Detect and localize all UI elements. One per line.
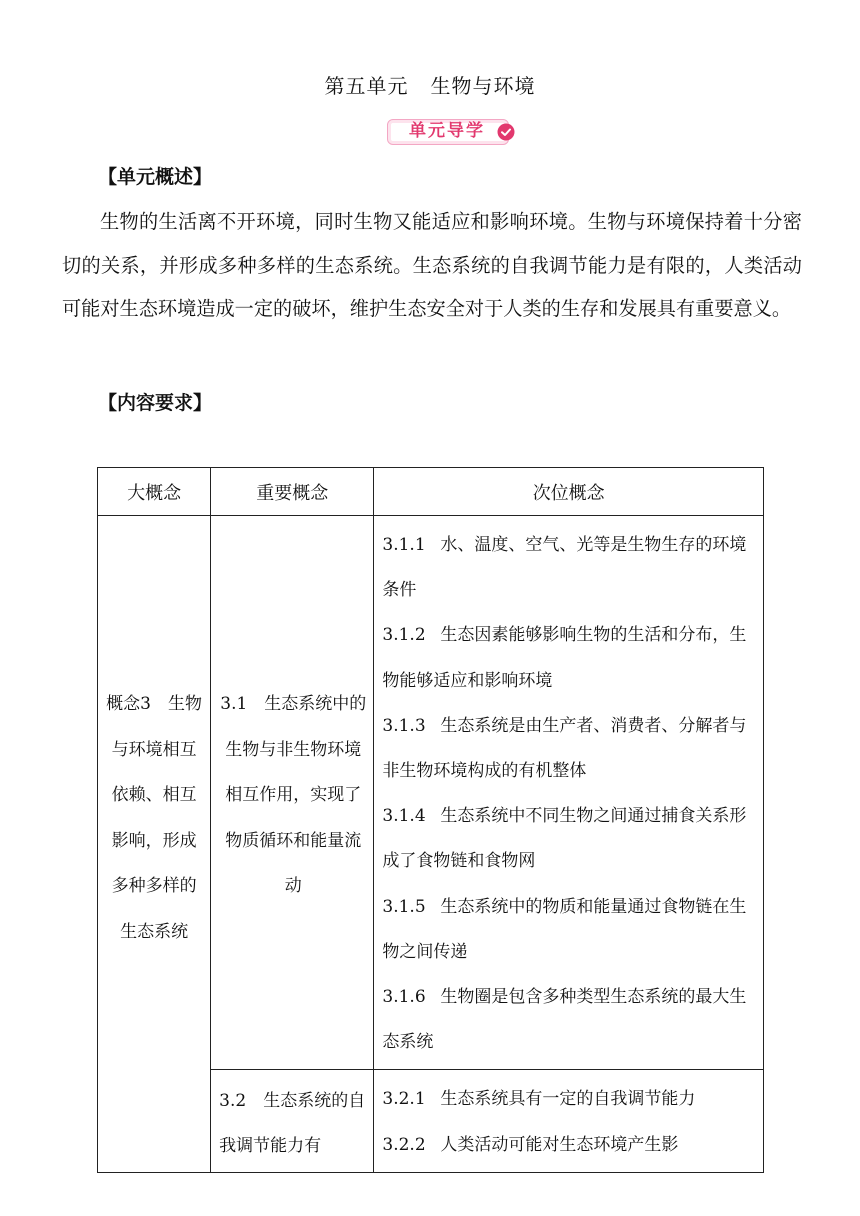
unit-number: 第五单元 <box>324 74 409 98</box>
overview-paragraph: 生物的生活离不开环境，同时生物又能适应和影响环境。生物与环境保持着十分密切的关系，并形成多种多样的生态系统。生态系统的自我调节能力是有限的，人类活动可能对生态环境造成一定的破坏，维护生态安全对于人类的生存和发展具有重要意义。 <box>62 210 802 320</box>
sub-concept-code: 3.1.5 <box>382 896 426 917</box>
sub-concept-code: 3.1.3 <box>382 715 426 736</box>
column-header-sub-concept: 次位概念 <box>374 468 764 516</box>
table-row <box>98 516 764 1070</box>
sub-concept-code: 3.1.6 <box>382 987 426 1008</box>
overview-heading: 【单元概述】 <box>98 166 213 188</box>
sub-concepts-cell <box>374 1070 764 1172</box>
requirements-table <box>97 467 764 1173</box>
unit-guide-banner <box>383 117 521 147</box>
sub-concept-text: 生态系统中的物质和能量通过食物链在生物之间传递 <box>382 896 747 962</box>
important-concept-cell <box>211 516 374 1070</box>
sub-concept-item <box>382 613 755 703</box>
sub-concept-text: 生态系统是由生产者、消费者、分解者与非生物环境构成的有机整体 <box>382 715 747 782</box>
sub-concept-item <box>382 1123 755 1168</box>
sub-concept-code: 3.1.1 <box>382 535 426 555</box>
important-concept-text: 3.2 生态系统的自我调节能力有 <box>219 1091 366 1157</box>
sub-concept-text: 生物圈是包含多种类型生态系统的最大生态系统 <box>382 987 747 1053</box>
unit-title <box>0 70 860 99</box>
sub-concept-item <box>382 885 755 975</box>
sub-concept-text: 生态系统具有一定的自我调节能力 <box>440 1089 696 1110</box>
big-concept-cell <box>98 516 211 1173</box>
big-concept-text: 概念3 生物与环境相互依赖、相互影响，形成多种多样的生态系统 <box>106 694 202 942</box>
sub-concept-item <box>382 794 755 884</box>
important-concept-cell <box>211 1070 374 1172</box>
sub-concept-code: 3.2.1 <box>382 1089 426 1110</box>
sub-concept-code: 3.1.2 <box>382 625 426 646</box>
sub-concept-item <box>382 1077 755 1122</box>
banner-label: 单元导学 <box>409 121 485 141</box>
sub-concept-text: 生态因素能够影响生物的生活和分布，生物能够适应和影响环境 <box>382 625 747 691</box>
important-concept-text: 3.1 生态系统中的生物与非生物环境相互作用，实现了物质循环和能量流动 <box>220 694 367 896</box>
column-header-big-concept: 大概念 <box>98 468 211 516</box>
requirements-heading: 【内容要求】 <box>98 392 213 414</box>
sub-concept-text: 生态系统中不同生物之间通过捕食关系形成了食物链和食物网 <box>382 806 747 872</box>
sub-concept-item <box>382 523 755 613</box>
sub-concept-text: 水、温度、空气、光等是生物生存的环境条件 <box>382 535 747 601</box>
table-header-row <box>98 468 764 516</box>
sub-concept-code: 3.1.4 <box>382 806 426 827</box>
check-circle-icon <box>497 123 515 141</box>
sub-concept-item <box>382 704 755 794</box>
sub-concepts-cell <box>374 516 764 1070</box>
column-header-important-concept: 重要概念 <box>211 468 374 516</box>
unit-name: 生物与环境 <box>430 74 536 98</box>
sub-concept-code: 3.2.2 <box>382 1134 426 1155</box>
sub-concept-item <box>382 975 755 1065</box>
sub-concept-text: 人类活动可能对生态环境产生影 <box>440 1134 679 1155</box>
